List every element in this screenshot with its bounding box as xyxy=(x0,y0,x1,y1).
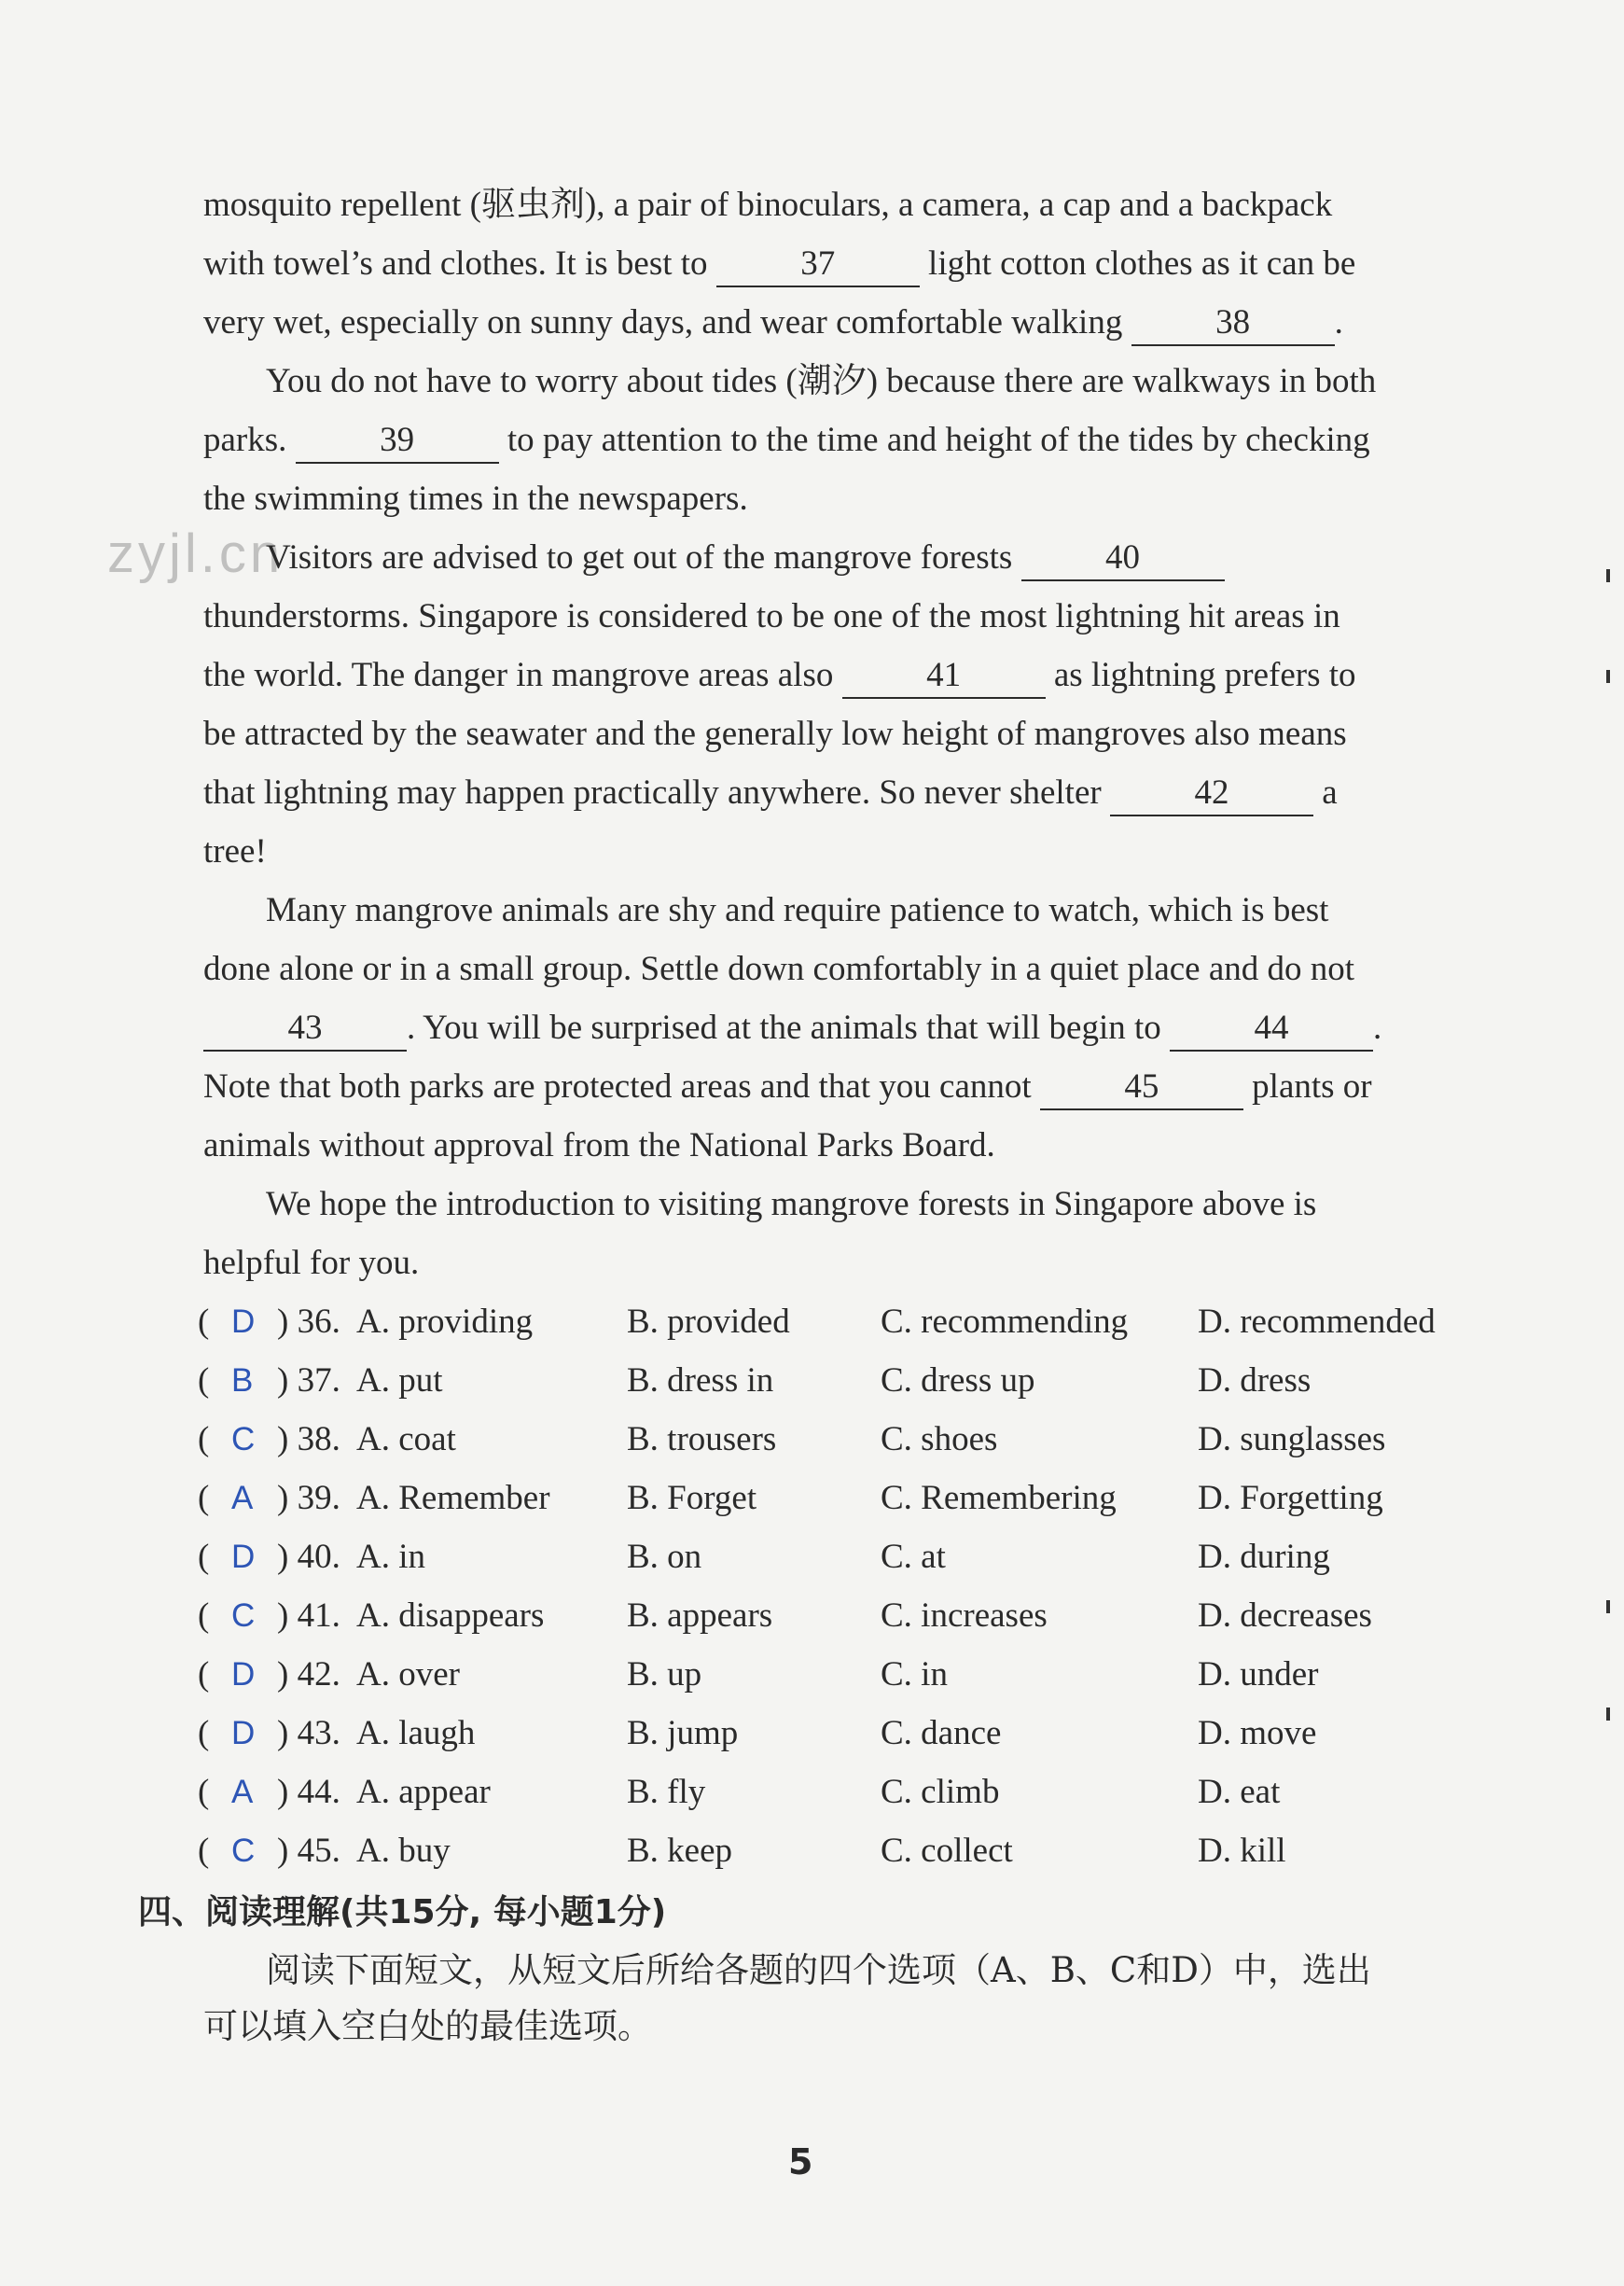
passage-text: the world. The danger in mangrove areas also xyxy=(203,656,834,694)
question-number: ) 41. xyxy=(277,1596,340,1635)
margin-mark xyxy=(1606,670,1610,683)
passage-text: to pay attention to the time and height of the tides by checking xyxy=(507,421,1370,459)
passage-text: as lightning prefers to xyxy=(1053,656,1356,694)
answer-mark: D xyxy=(231,1539,256,1575)
margin-mark xyxy=(1606,1600,1610,1613)
paren: ( xyxy=(198,1361,210,1400)
paren: ( xyxy=(198,1832,210,1870)
instruction-line: 可以填入空白处的最佳选项。 xyxy=(203,2006,652,2046)
option-a: A. laugh xyxy=(356,1714,476,1752)
option-c: C. dance xyxy=(881,1714,1002,1752)
question-row-41 xyxy=(198,1586,1504,1645)
blank-38: 38 xyxy=(1131,301,1335,346)
passage-text: . You will be surprised at the animals that will begin to xyxy=(407,1009,1161,1047)
blank-45: 45 xyxy=(1040,1066,1243,1110)
instruction-line: 阅读下面短文，从短文后所给各题的四个选项（A、B、C和D）中，选出 xyxy=(266,1950,1371,1990)
paren: ( xyxy=(198,1714,210,1752)
passage-text: tree! xyxy=(203,832,267,871)
margin-mark xyxy=(1606,1708,1610,1721)
passage-line xyxy=(203,411,1465,469)
question-number: ) 45. xyxy=(277,1832,340,1870)
paren: ( xyxy=(198,1655,210,1694)
option-a: A. over xyxy=(356,1655,460,1694)
passage-text: Note that both parks are protected areas and that you cannot xyxy=(203,1067,1032,1106)
question-row-37 xyxy=(198,1351,1504,1410)
option-a: A. buy xyxy=(356,1832,451,1870)
passage-text: the swimming times in the newspapers. xyxy=(203,480,748,518)
answer-mark: B xyxy=(231,1362,254,1399)
passage-line xyxy=(203,293,1465,352)
option-d: D. under xyxy=(1198,1655,1319,1694)
option-a: A. Remember xyxy=(356,1479,550,1517)
passage-line xyxy=(203,469,1465,528)
blank-42: 42 xyxy=(1110,772,1313,816)
option-b: B. Forget xyxy=(627,1479,757,1517)
section-title: 四、阅读理解(共15分, 每小题1分) xyxy=(138,1893,667,1931)
passage-line xyxy=(266,352,1465,411)
answer-mark: D xyxy=(231,1656,256,1693)
watermark: zyjl.cn xyxy=(107,523,285,584)
passage-text: Visitors are advised to get out of the mangrove forests xyxy=(266,538,1013,577)
paren: ( xyxy=(198,1538,210,1576)
passage-line xyxy=(266,528,1465,587)
question-row-45 xyxy=(198,1821,1504,1880)
option-c: C. recommending xyxy=(881,1303,1129,1341)
paren: ( xyxy=(198,1773,210,1811)
option-a: A. put xyxy=(356,1361,443,1400)
passage-text: Many mangrove animals are shy and require patience to watch, which is best xyxy=(266,891,1329,929)
option-b: B. appears xyxy=(627,1596,773,1635)
option-d: D. move xyxy=(1198,1714,1317,1752)
passage-text: that lightning may happen practically anywhere. So never shelter xyxy=(203,774,1102,812)
paren: ( xyxy=(198,1479,210,1517)
passage-line xyxy=(203,763,1465,822)
answer-mark: C xyxy=(231,1421,256,1457)
passage-text: You do not have to worry about tides (潮汐) because there are walkways in both xyxy=(266,362,1377,400)
question-number: ) 42. xyxy=(277,1655,340,1694)
passage-text: be attracted by the seawater and the generally low height of mangroves also means xyxy=(203,715,1347,753)
blank-41: 41 xyxy=(842,654,1046,699)
passage-text: thunderstorms. Singapore is considered to be one of the most lightning hit areas in xyxy=(203,597,1340,635)
passage-text: done alone or in a small group. Settle down comfortably in a quiet place and do not xyxy=(203,950,1355,988)
answer-mark: A xyxy=(231,1480,254,1516)
option-d: D. during xyxy=(1198,1538,1330,1576)
passage-text: We hope the introduction to visiting mangrove forests in Singapore above is xyxy=(266,1185,1317,1223)
option-b: B. keep xyxy=(627,1832,733,1870)
passage-line xyxy=(266,1175,1465,1234)
passage-line xyxy=(203,822,1465,881)
option-d: D. dress xyxy=(1198,1361,1312,1400)
passage-line xyxy=(266,881,1465,940)
paren: ( xyxy=(198,1596,210,1635)
question-row-39 xyxy=(198,1469,1504,1527)
question-number: ) 40. xyxy=(277,1538,340,1576)
option-c: C. shoes xyxy=(881,1420,998,1458)
question-number: ) 39. xyxy=(277,1479,340,1517)
passage-line xyxy=(203,646,1465,704)
question-row-43 xyxy=(198,1704,1504,1763)
option-c: C. Remembering xyxy=(881,1479,1117,1517)
option-a: A. disappears xyxy=(356,1596,545,1635)
option-d: D. kill xyxy=(1198,1832,1286,1870)
passage-text: with towel’s and clothes. It is best to xyxy=(203,244,708,283)
question-number: ) 43. xyxy=(277,1714,340,1752)
passage-text: mosquito repellent (驱虫剂), a pair of binoculars, a camera, a cap and a backpack xyxy=(203,186,1333,224)
answer-mark: A xyxy=(231,1774,254,1810)
passage-text: . xyxy=(1373,1009,1382,1047)
passage-line xyxy=(203,704,1465,763)
page-number: 5 xyxy=(788,2141,813,2182)
passage-line xyxy=(203,1116,1465,1175)
passage-line xyxy=(203,1234,1465,1292)
option-b: B. dress in xyxy=(627,1361,774,1400)
option-b: B. on xyxy=(627,1538,702,1576)
passage-line xyxy=(203,175,1465,234)
passage-text: a xyxy=(1322,774,1338,812)
question-number: ) 37. xyxy=(277,1361,340,1400)
question-number: ) 38. xyxy=(277,1420,340,1458)
blank-37: 37 xyxy=(716,243,920,287)
option-c: C. collect xyxy=(881,1832,1013,1870)
question-number: ) 44. xyxy=(277,1773,340,1811)
option-a: A. coat xyxy=(356,1420,456,1458)
option-b: B. provided xyxy=(627,1303,790,1341)
passage-text: animals without approval from the National Parks Board. xyxy=(203,1126,995,1164)
paren: ( xyxy=(198,1420,210,1458)
passage-text: . xyxy=(1334,303,1343,342)
option-b: B. up xyxy=(627,1655,702,1694)
blank-40: 40 xyxy=(1021,537,1225,581)
option-c: C. in xyxy=(881,1655,948,1694)
passage-text: plants or xyxy=(1252,1067,1372,1106)
passage-line xyxy=(203,587,1465,646)
answer-mark: C xyxy=(231,1833,256,1869)
passage-text: parks. xyxy=(203,421,287,459)
answer-mark: C xyxy=(231,1597,256,1634)
paren: ( xyxy=(198,1303,210,1341)
answer-mark: D xyxy=(231,1715,256,1751)
question-row-40 xyxy=(198,1527,1504,1586)
blank-39: 39 xyxy=(296,419,499,464)
passage-text: light cotton clothes as it can be xyxy=(928,244,1356,283)
passage-text: helpful for you. xyxy=(203,1244,420,1282)
passage-text: very wet, especially on sunny days, and wear comfortable walking xyxy=(203,303,1123,342)
question-row-42 xyxy=(198,1645,1504,1704)
option-c: C. dress up xyxy=(881,1361,1035,1400)
option-c: C. increases xyxy=(881,1596,1048,1635)
option-d: D. Forgetting xyxy=(1198,1479,1383,1517)
option-a: A. in xyxy=(356,1538,425,1576)
answer-mark: D xyxy=(231,1303,256,1340)
option-d: D. recommended xyxy=(1198,1303,1436,1341)
option-d: D. decreases xyxy=(1198,1596,1372,1635)
question-number: ) 36. xyxy=(277,1303,340,1341)
passage-line xyxy=(203,234,1465,293)
option-b: B. trousers xyxy=(627,1420,777,1458)
passage-line xyxy=(203,1057,1465,1116)
blank-43: 43 xyxy=(203,1007,407,1052)
question-row-38 xyxy=(198,1410,1504,1469)
margin-mark xyxy=(1606,569,1610,582)
question-row-36 xyxy=(198,1292,1504,1351)
option-d: D. eat xyxy=(1198,1773,1281,1811)
question-row-44 xyxy=(198,1763,1504,1821)
option-a: A. appear xyxy=(356,1773,491,1811)
option-a: A. providing xyxy=(356,1303,534,1341)
option-d: D. sunglasses xyxy=(1198,1420,1386,1458)
option-b: B. fly xyxy=(627,1773,706,1811)
passage-line xyxy=(203,940,1465,998)
option-b: B. jump xyxy=(627,1714,739,1752)
passage-line xyxy=(203,998,1465,1057)
blank-44: 44 xyxy=(1170,1007,1373,1052)
option-c: C. climb xyxy=(881,1773,1000,1811)
option-c: C. at xyxy=(881,1538,946,1576)
